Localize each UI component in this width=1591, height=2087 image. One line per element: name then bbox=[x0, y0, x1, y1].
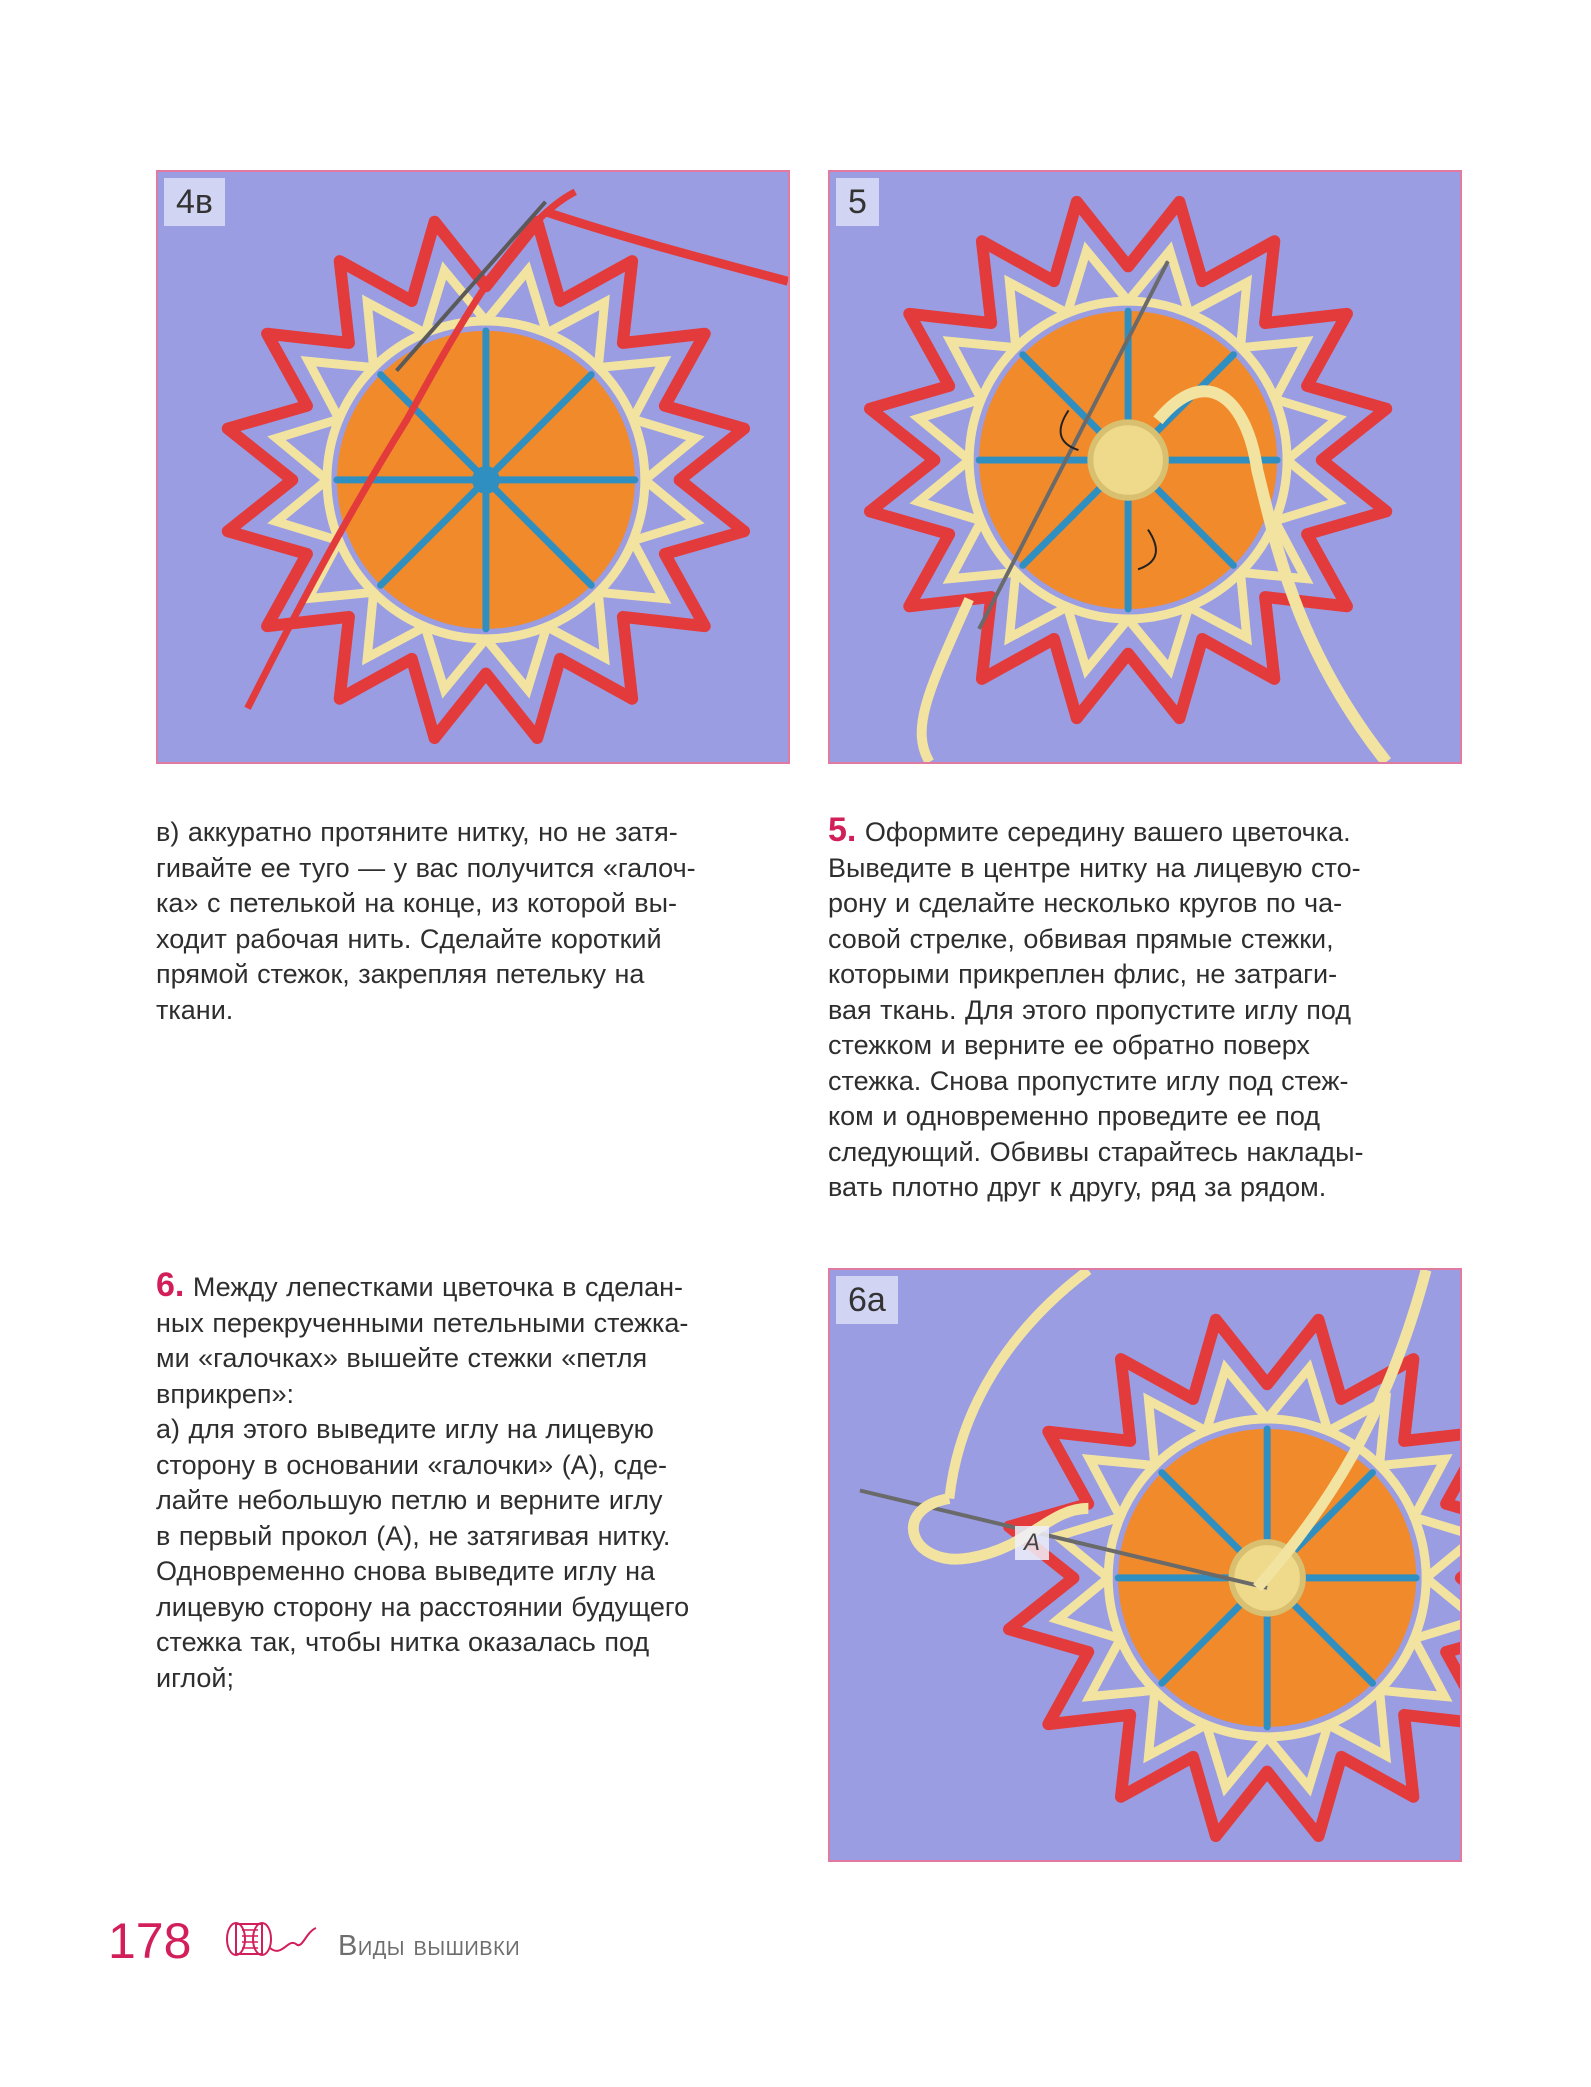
text-line: следующий. Обвивы старайтесь наклады- bbox=[828, 1136, 1364, 1167]
text-line: иглой; bbox=[156, 1662, 234, 1693]
text-line: стежка так, чтобы нитка оказалась под bbox=[156, 1627, 650, 1657]
photo-5 bbox=[828, 170, 1462, 764]
point-label-a: A bbox=[1015, 1526, 1049, 1560]
text-step-5 bbox=[828, 813, 1468, 1206]
step-number: 5. bbox=[828, 811, 857, 849]
text-line: рону и сделайте несколько кругов по ча- bbox=[828, 888, 1343, 918]
text-step-6 bbox=[156, 1268, 796, 1696]
text-line: вприкреп»: bbox=[156, 1378, 295, 1409]
text-line: прямой стежок, закрепляя петельку на bbox=[156, 959, 645, 989]
text-line: стежка. Снова пропустите иглу под стеж- bbox=[828, 1065, 1349, 1096]
text-line: лицевую сторону на расстоянии будущего bbox=[156, 1591, 690, 1622]
step-number: 6. bbox=[156, 1266, 185, 1304]
text-line: ходит рабочая нить. Сделайте короткий bbox=[156, 923, 662, 954]
text-line: Между лепестками цветочка в сделан- bbox=[184, 1272, 684, 1302]
text-line: ткани. bbox=[156, 994, 234, 1025]
text-line: Оформите середину вашего цветочка. bbox=[856, 817, 1351, 847]
running-title: Виды вышивки bbox=[338, 1930, 521, 1962]
text-line: стежком и верните ее обратно поверх bbox=[828, 1030, 1310, 1060]
embroidery-illustration-6a bbox=[830, 1270, 1460, 1860]
text-line: ных перекрученными петельными стежка- bbox=[156, 1307, 689, 1338]
text-line: ком и одновременно проведите ее под bbox=[828, 1101, 1321, 1131]
text-line: ми «галочках» вышейте стежки «петля bbox=[156, 1343, 648, 1373]
text-line: сторону в основании «галочки» (А), сде- bbox=[156, 1449, 667, 1480]
text-line: вая ткань. Для этого пропустите иглу под bbox=[828, 994, 1352, 1025]
photo-tag: 5 bbox=[836, 178, 879, 226]
page-number: 178 bbox=[108, 1913, 192, 1969]
text-line: в первый прокол (А), не затягивая нитку. bbox=[156, 1520, 671, 1551]
text-step-4v bbox=[156, 815, 796, 1028]
text-line: гивайте ее туго — у вас получится «галоч- bbox=[156, 852, 696, 883]
text-line: которыми прикреплен флис, не затраги- bbox=[828, 959, 1338, 989]
embroidery-illustration-4v bbox=[158, 172, 788, 762]
embroidery-illustration-5 bbox=[830, 172, 1460, 762]
text-line: а) для этого выведите иглу на лицевую bbox=[156, 1414, 654, 1444]
wrapped-center bbox=[1090, 422, 1165, 497]
photo-4v bbox=[156, 170, 790, 764]
photo-6a bbox=[828, 1268, 1462, 1862]
text-line: совой стрелке, обвивая прямые стежки, bbox=[828, 923, 1334, 954]
thread-spool-icon bbox=[222, 1918, 318, 1960]
photo-tag: 4в bbox=[164, 178, 225, 226]
text-line: в) аккуратно протяните нитку, но не затя- bbox=[156, 817, 678, 847]
photo-tag: 6а bbox=[836, 1276, 898, 1324]
text-line: Одновременно снова выведите иглу на bbox=[156, 1556, 656, 1586]
text-line: лайте небольшую петлю и верните иглу bbox=[156, 1485, 663, 1515]
text-line: вать плотно друг к другу, ряд за рядом. bbox=[828, 1172, 1327, 1202]
text-line: ка» с петелькой на конце, из которой вы- bbox=[156, 888, 677, 918]
text-line: Выведите в центре нитку на лицевую сто- bbox=[828, 852, 1361, 883]
